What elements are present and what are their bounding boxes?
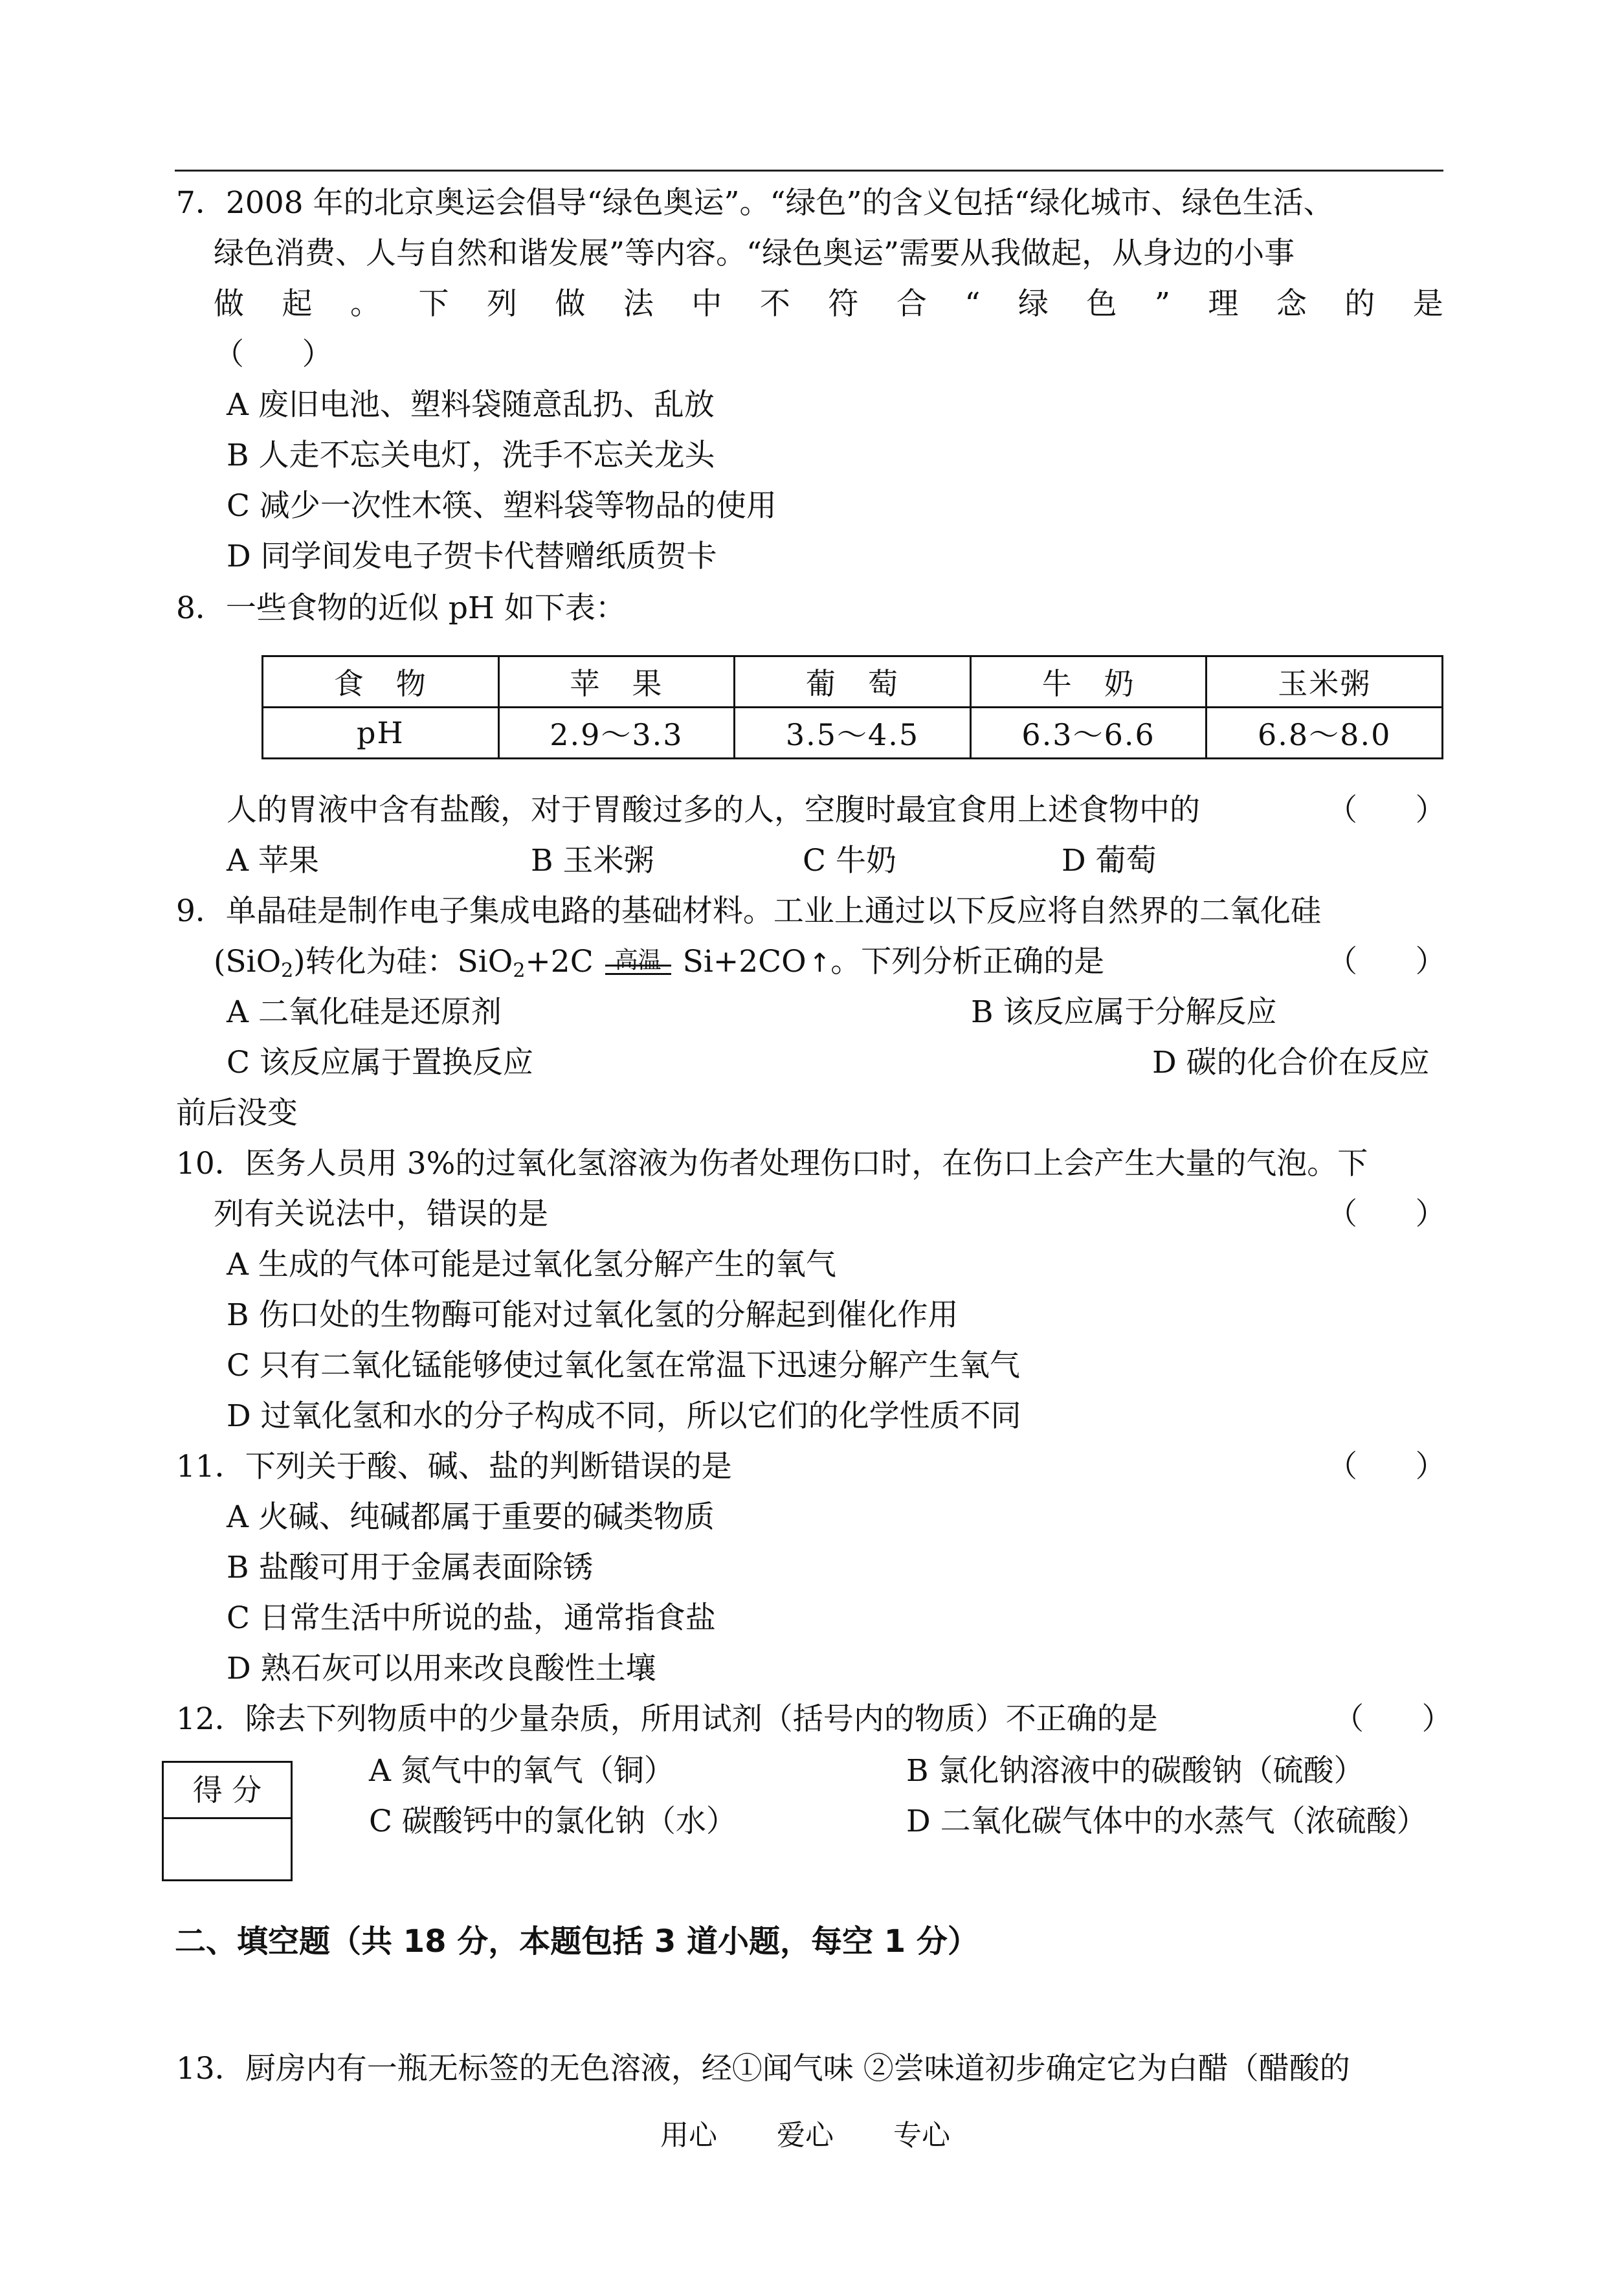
q9-option-b: B 该反应属于分解反应 (971, 994, 1277, 1030)
table-cell: 2.9～3.3 (498, 708, 735, 759)
q10-option-c: C 只有二氧化锰能够使过氧化氢在常温下迅速分解产生氧气 (227, 1348, 1020, 1383)
q10-line1: 10．医务人员用 3%的过氧化氢溶液为伤者处理伤口时，在伤口上会产生大量的气泡。下 (176, 1146, 1368, 1181)
q12-answer-paren: （ ） (1333, 1701, 1452, 1737)
footer-item: 爱心 (777, 2119, 834, 2152)
q12-option-d: D 二氧化碳气体中的水蒸气（浓硫酸） (906, 1804, 1427, 1839)
q7-char: 色 (1086, 286, 1117, 322)
q12-option-a: A 氮气中的氧气（铜） (369, 1753, 674, 1789)
q7-char: 下 (418, 286, 449, 322)
q7-line1: 7．2008 年的北京奥运会倡导“绿色奥运”。“绿色”的含义包括“绿化城市、绿色生活、 (176, 185, 1334, 221)
q11-option-d: D 熟石灰可以用来改良酸性土壤 (227, 1651, 656, 1686)
ph-table (261, 655, 1443, 759)
q11-option-a: A 火碱、纯碱都属于重要的碱类物质 (227, 1499, 715, 1535)
q8-stem: 8．一些食物的近似 pH 如下表： (176, 590, 626, 626)
q7-char: 是 (1412, 286, 1443, 322)
table-header-cell: 玉米粥 (1207, 656, 1443, 708)
table-header-cell: 葡 萄 (735, 656, 971, 708)
q7-char: 做 (555, 286, 586, 322)
q7-option-d: D 同学间发电子贺卡代替赠纸质贺卡 (227, 539, 717, 574)
q7-char: “ (964, 286, 981, 322)
q9-option-d: D 碳的化合价在反应 (1152, 1045, 1430, 1080)
section-title: 二、填空题（共 18 分，本题包括 3 道小题，每空 1 分） (175, 1923, 979, 1960)
q7-char: 符 (828, 286, 859, 322)
q9-equation-line (214, 943, 1104, 990)
q8-question: 人的胃液中含有盐酸，对于胃酸过多的人，空腹时最宜食用上述食物中的 (227, 792, 1200, 828)
q8-option-d: D 葡萄 (1062, 843, 1157, 878)
q11-option-c: C 日常生活中所说的盐，通常指食盐 (227, 1600, 716, 1636)
q7-line3 (214, 285, 1443, 324)
reaction-condition (603, 943, 674, 984)
table-cell: 3.5～4.5 (735, 708, 971, 759)
q9-option-a: A 二氧化硅是还原剂 (227, 994, 502, 1030)
q7-char: 不 (759, 286, 790, 322)
q7-char: 列 (486, 286, 517, 322)
q7-char: 。 (350, 286, 381, 322)
q7-char: 理 (1208, 286, 1239, 322)
equals-sign (605, 965, 671, 975)
q12-option-c: C 碳酸钙中的氯化钠（水） (369, 1804, 737, 1839)
q7-option-a: A 废旧电池、塑料袋随意乱扔、乱放 (227, 387, 715, 423)
q7-answer-paren: （ ） (214, 337, 333, 372)
q7-char: 合 (896, 286, 927, 322)
q8-option-c: C 牛奶 (803, 843, 896, 878)
q11-answer-paren: （ ） (1327, 1449, 1446, 1484)
q10-option-d: D 过氧化氢和水的分子构成不同，所以它们的化学性质不同 (227, 1398, 1021, 1434)
q7-char: ” (1154, 286, 1170, 322)
q9-reactant: +2C (525, 944, 594, 979)
q12-stem: 12．除去下列物质中的少量杂质，所用试剂（括号内的物质）不正确的是 (176, 1701, 1158, 1737)
reaction-condition-label: 高温 (614, 947, 662, 974)
q8-option-b: B 玉米粥 (531, 843, 654, 878)
q10-option-a: A 生成的气体可能是过氧化氢分解产生的氧气 (227, 1247, 836, 1282)
q8-answer-paren: （ ） (1327, 792, 1446, 828)
q9-text: )转化为硅：SiO (293, 944, 513, 979)
q9-text: (SiO (214, 944, 282, 979)
table-cell: 6.8～8.0 (1207, 708, 1443, 759)
q11-option-b: B 盐酸可用于金属表面除锈 (227, 1550, 594, 1585)
q10-option-b: B 伤口处的生物酶可能对过氧化氢的分解起到催化作用 (227, 1297, 959, 1333)
table-row (263, 656, 1443, 708)
table-header-cell: 牛 奶 (970, 656, 1207, 708)
table-header-cell: 食 物 (263, 656, 499, 708)
footer-item: 专心 (893, 2119, 950, 2152)
q8-option-a: A 苹果 (227, 843, 319, 878)
q9-answer-paren: （ ） (1327, 944, 1446, 979)
q13-line1: 13．厨房内有一瓶无标签的无色溶液，经①闻气味 ②尝味道初步确定它为白醋（醋酸的 (176, 2051, 1350, 2086)
subscript: 2 (281, 959, 294, 982)
q11-stem: 11．下列关于酸、碱、盐的判断错误的是 (176, 1449, 732, 1484)
footer-item: 用心 (660, 2119, 717, 2152)
q7-char: 的 (1344, 286, 1375, 322)
score-box-label: 得 分 (164, 1763, 291, 1819)
q7-option-c: C 减少一次性木筷、塑料袋等物品的使用 (227, 488, 777, 524)
q7-char: 绿 (1018, 286, 1049, 322)
q9-text: 。下列分析正确的是 (830, 944, 1105, 979)
q7-option-b: B 人走不忘关电灯，洗手不忘关龙头 (227, 438, 715, 473)
table-row (263, 708, 1443, 759)
q7-char: 起 (282, 286, 313, 322)
table-header-cell: 苹 果 (498, 656, 735, 708)
score-box (162, 1761, 293, 1881)
q10-answer-paren: （ ） (1327, 1196, 1446, 1232)
q7-char: 中 (691, 286, 722, 322)
q9-option-d-continuation: 前后没变 (176, 1095, 298, 1131)
score-box-entry[interactable] (164, 1819, 291, 1877)
q7-char: 做 (214, 286, 244, 322)
table-cell: 6.3～6.6 (970, 708, 1207, 759)
q10-line2: 列有关说法中，错误的是 (214, 1196, 548, 1232)
q7-char: 念 (1276, 286, 1307, 322)
q7-char: 法 (623, 286, 654, 322)
subscript: 2 (513, 959, 526, 982)
q9-product: Si+2CO (682, 944, 806, 979)
q12-option-b: B 氯化钠溶液中的碳酸钠（硫酸） (906, 1753, 1364, 1789)
q7-line2: 绿色消费、人与自然和谐发展”等内容。“绿色奥运”需要从我做起，从身边的小事 (214, 236, 1295, 271)
header-rule (175, 170, 1443, 172)
gas-arrow-up-icon: ↑ (808, 948, 831, 978)
q9-line1: 9．单晶硅是制作电子集成电路的基础材料。工业上通过以下反应将自然界的二氧化硅 (176, 893, 1321, 929)
q9-option-c: C 该反应属于置换反应 (227, 1045, 533, 1080)
table-cell: pH (263, 708, 499, 759)
